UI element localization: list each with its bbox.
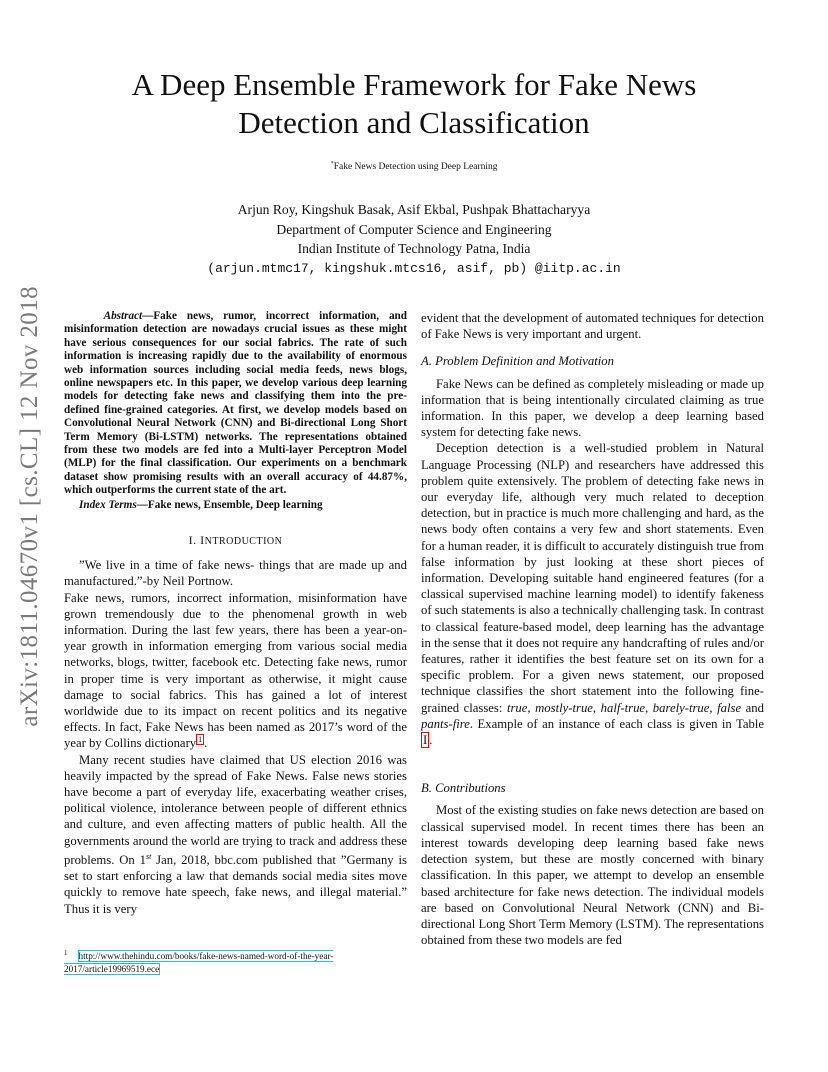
table-reference-link[interactable]: I	[423, 733, 428, 748]
footnote	[64, 947, 407, 976]
intro-paragraph-2	[64, 752, 407, 917]
abstract	[64, 310, 407, 498]
author-department: Department of Computer Science and Engineering	[276, 221, 552, 237]
arxiv-side-stamp: arXiv:1811.04670v1 [cs.CL] 12 Nov 2018	[16, 286, 43, 727]
class-barely-true: barely-true	[652, 700, 710, 715]
intro-paragraph-1	[64, 590, 407, 752]
section-number: I.	[188, 533, 201, 548]
intro-paragraph-2-text-b: Jan, 2018, bbc.com published that ”Germany is set to start enforcing a law that demands social media sites move quickly to remove hate speech, fake news, and illegal material.” Thus it is very	[64, 852, 407, 916]
author-institute: Indian Institute of Technology Patna, India	[297, 241, 531, 256]
problem-paragraph-2-text: Deception detection is a well-studied problem in Natural Language Processing (NLP) and researchers have addressed this problem quite extensively. The problem of detecting fake news in our everyday life, although very much related to deception detection, but in practice is much more challenging and hard, as the news body often contains a very few and short statements. Even for a human reader, it is difficult to accurately distinguish true from false information by just looking at these short pieces of information. Developing suitable hand engineered features (for a classical supervised machine learning model) to identify fakeness of such statements is also a technically challenging task. In contrast to classical feature-based model, deep learning has the advantage in the sense that it does not require any handcrafting of rules and/or features, rather it identifies the best feature set on its own for a specific problem. For a given news statement, our proposed technique classifies the short statement into the following fine-grained classes:	[421, 441, 764, 715]
abstract-label: Abstract	[103, 310, 143, 322]
subsection-heading-contributions: B. Contributions	[421, 781, 506, 796]
footnote-url-link[interactable]: http://www.thehindu.com/books/fake-news-named-word-of-the-year-2017/article19969519.ece	[64, 951, 334, 975]
left-column	[64, 310, 407, 917]
author-names: Arjun Roy, Kingshuk Basak, Asif Ekbal, Pushpak Bhattacharyya	[237, 202, 591, 217]
author-block	[60, 200, 768, 278]
intro-paragraph-1-text: Fake news, rumors, incorrect information, misinformation have grown tremendously due to the phenomenal growth in web information. During the last few years, there has been a year-on-year growth in information emerging from various social media networks, blogs, twitter, facebook etc. Detecting fake news, rumor in proper time is very important as otherwise, it might cause damage to social fabrics. This has gained a lot of interest worldwide due to its impact on recent politics and its negative effects. In fact, Fake News has been named as 2017’s word of the year by Collins dictionary	[64, 590, 407, 751]
contributions-paragraph-1: Most of the existing studies on fake news detection are based on classical supervised model. In recent times there has been an interest towards developing deep learning based fake news detection system, but these are mostly concerned with binary classification. In this paper, we attempt to develop an ensemble based architecture for fake news detection. The individual models are based on Convolutional Neural Network (CNN) and Bi-directional Long Short Term Memory (LSTM). The representations obtained from these two models are fed	[421, 803, 764, 948]
footnote-reference[interactable]: 1	[198, 735, 203, 745]
abstract-text: —Fake news, rumor, incorrect information, and misinformation detection are nowadays crucial issues as these might have serious consequences for our social fabrics. The rate of such information is increasing rapidly due to the availability of enormous web information sources including social media feeds, news blogs, online newspapers etc. In this paper, we develop various deep learning models for detecting fake news and classifying them into the pre-defined fine-grained categories. At first, we develop models based on Convolutional Neural Network (CNN) and Bi-directional Long Short Term Memory (Bi-LSTM) networks. The representations obtained from these two models are fed into a Multi-layer Perceptron Model (MLP) for the final classification. Our experiments on a benchmark dataset show promising results with an overall accuracy of 44.87%, which outperforms the current state of the art.	[64, 310, 408, 497]
problem-paragraph-2-end: .	[429, 733, 433, 748]
ordinal-suffix: st	[145, 851, 152, 861]
problem-paragraph-2-tail: . Example of an instance of each class is given in Table	[469, 716, 764, 731]
section-heading-introduction	[64, 533, 407, 548]
index-terms	[79, 499, 407, 512]
title-footnote-star: *	[330, 160, 334, 167]
right-column	[421, 310, 764, 948]
title-line-1: A Deep Ensemble Framework for Fake News	[131, 67, 697, 102]
intro-paragraph-2-text-a: Many recent studies have claimed that US election 2016 was heavily impacted by the spread of Fake News. False news stories have become a part of everyday life, exacerbating weather crises, political violence, intolerance between people of different ethnics and culture, and even affecting matters of public health. All the governments around the world are trying to track and address these problems. On 1	[64, 752, 407, 867]
intro-paragraph-1-end: .	[204, 736, 208, 751]
class-pants-fire: pants-fire	[421, 716, 470, 731]
title-footnote	[60, 160, 768, 172]
footnote-number: 1	[64, 949, 68, 957]
author-emails: (arjun.mtmc17, kingshuk.mtcs16, asif, pb) @iitp.ac.in	[207, 260, 621, 276]
paper-title	[60, 66, 768, 142]
class-false: false	[717, 700, 742, 715]
class-half-true: half-true	[600, 700, 646, 715]
index-terms-text: —Fake news, Ensemble, Deep learning	[136, 498, 323, 511]
class-true: true	[506, 700, 528, 715]
intro-quote: ”We live in a time of fake news- things that are made up and manufactured.”-by Neil Portnow.	[64, 558, 407, 589]
title-line-2: Detection and Classification	[238, 105, 590, 140]
problem-paragraph-2: Deception detection is a well-studied problem in Natural Language Processing (NLP) and researchers have addressed this problem quite extensively. The problem of detecting fake news in our everyday life, although very much related to deception detection, but in practice is much more challenging and hard, as the news body often contains a very few and short statements. Even for a human reader, it is difficult to accurately distinguish true from false information by just looking at these short pieces of information. Developing suitable hand engineered features (for a classical supervised machine learning model) to identify fakeness of such statements is also a technically challenging task. In contrast to classical feature-based model, deep learning has the advantage in the sense that it does not require any handcrafting of rules and/or features, rather it identifies the best feature set on its own for a specific problem. For a given news statement, our proposed technique classifies the short statement into the following fine-grained classes: true, mostly-true, half-true, barely-true, false and pants-fire. Example of an instance of each class is given in Table I .	[421, 441, 764, 748]
title-footnote-text: Fake News Detection using Deep Learning	[333, 162, 498, 173]
right-paragraph-continuation: evident that the development of automated techniques for detection of Fake News is very important and urgent.	[421, 311, 764, 342]
problem-paragraph-1: Fake News can be defined as completely misleading or made up information that is being intentionally circulated claiming as true information. In this paper, we develop a deep learning based system for detecting fake news.	[421, 376, 764, 440]
subsection-heading-problem-definition: A. Problem Definition and Motivation	[421, 354, 614, 369]
index-terms-label: Index Terms	[79, 498, 137, 511]
section-heading-rest: NTRODUCTION	[204, 536, 283, 548]
class-mostly-true: mostly-true	[535, 700, 593, 715]
section-heading-initial: I	[200, 533, 205, 548]
